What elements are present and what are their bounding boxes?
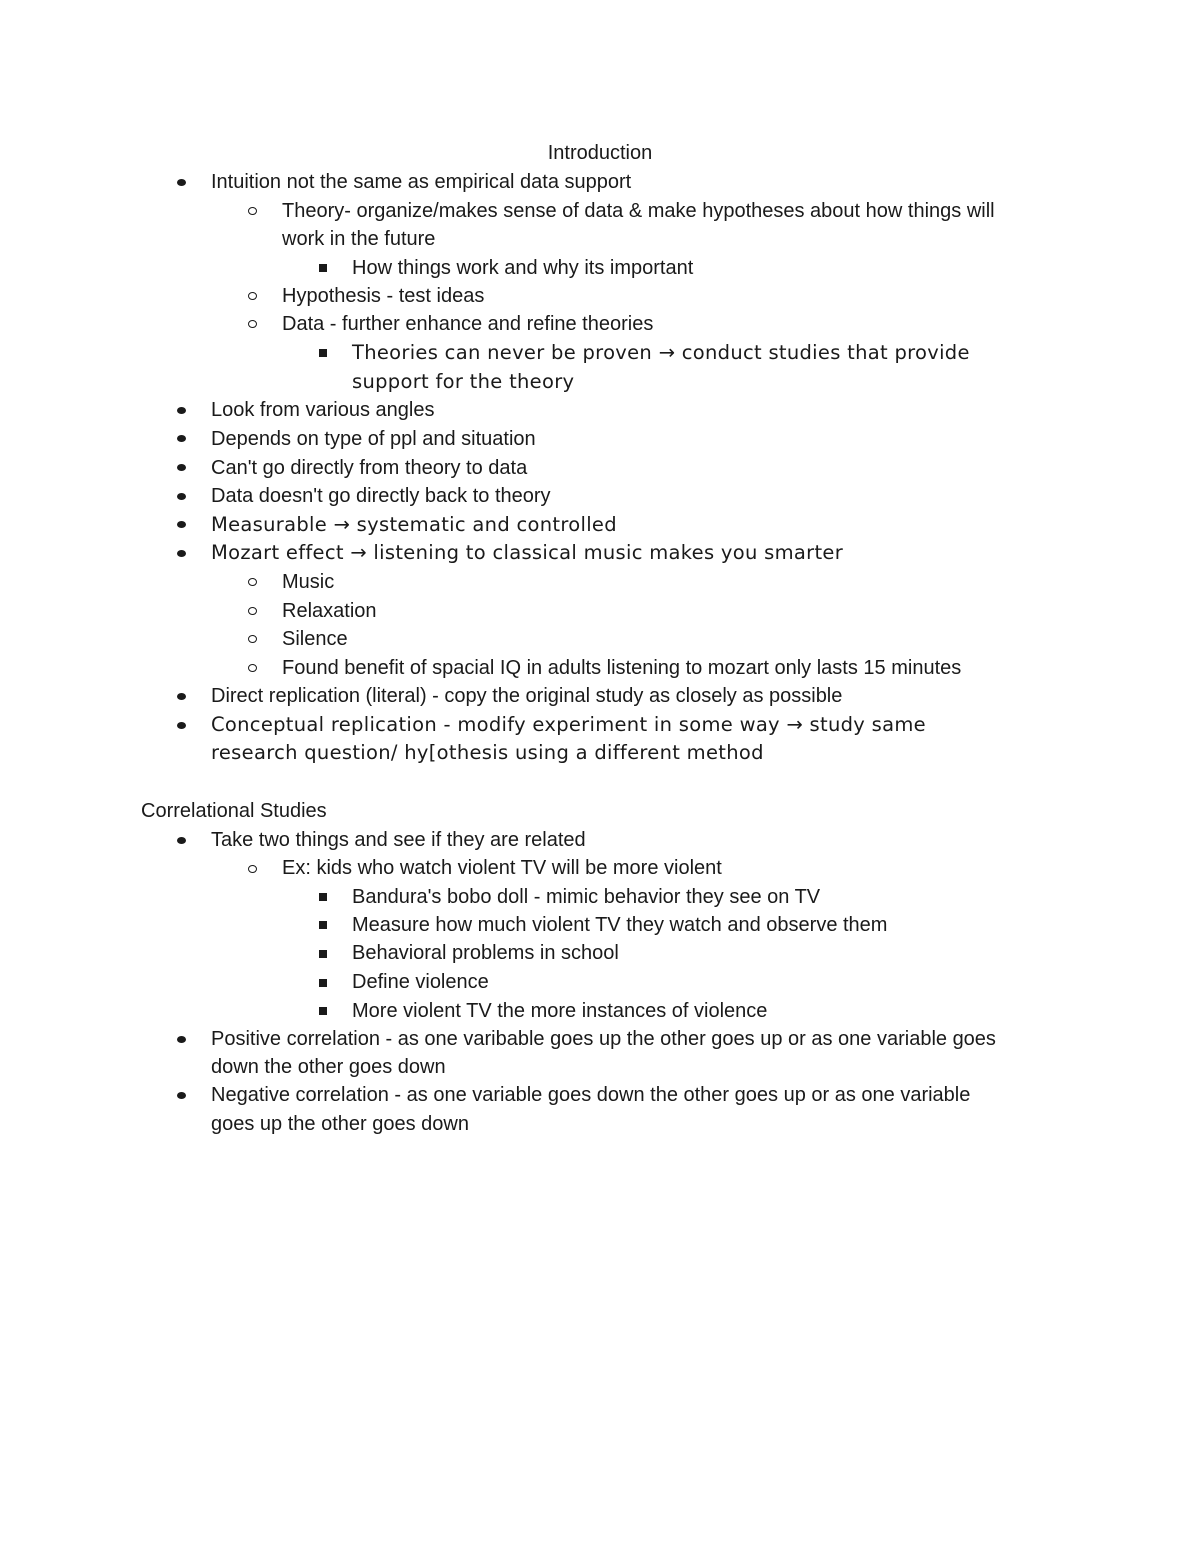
bullet-circle-icon [248,207,257,215]
list-item: Define violence [352,971,489,993]
list-item: More violent TV the more instances of violence [352,1000,768,1022]
list-item: Behavioral problems in school [352,942,619,964]
list-item: How things work and why its important [352,257,694,279]
bullet-disc-icon [177,1092,186,1099]
list-item: Data - further enhance and refine theories [282,313,654,335]
list-item: Positive correlation - as one varibable goes up the other goes up or as one variable goes [211,1028,996,1050]
list-item: Measure how much violent TV they watch and observe them [352,914,888,936]
bullet-disc-icon [177,464,186,471]
bullet-disc-icon [177,493,186,500]
section-title-correlational: Correlational Studies [141,800,327,822]
list-item: Can't go directly from theory to data [211,457,528,479]
list-item: Theory- organize/makes sense of data & make hypotheses about how things will [282,200,995,222]
bullet-disc-icon [177,1036,186,1043]
bullet-disc-icon [177,837,186,844]
bullet-square-icon [319,979,327,987]
list-item: Negative correlation - as one variable goes down the other goes up or as one variable [211,1084,971,1106]
list-item: Found benefit of spacial IQ in adults listening to mozart only lasts 15 minutes [282,657,962,679]
bullet-circle-icon [248,320,257,328]
bullet-circle-icon [248,607,257,615]
bullet-square-icon [319,893,327,901]
list-item: Theories can never be proven → conduct studies that provide [352,341,970,364]
list-item: Conceptual replication - modify experiment in some way → study same [211,713,926,736]
list-item: Bandura's bobo doll - mimic behavior they see on TV [352,886,821,908]
bullet-disc-icon [177,722,186,729]
list-item-continuation: down the other goes down [211,1056,446,1078]
list-item: Data doesn't go directly back to theory [211,485,551,507]
bullet-square-icon [319,349,327,357]
bullet-circle-icon [248,578,257,586]
list-item: Music [282,571,335,593]
list-item: Hypothesis - test ideas [282,285,485,307]
list-item-continuation: research question/ hy[othesis using a different method [211,741,764,764]
list-item: Intuition not the same as empirical data support [211,171,632,193]
list-item: Mozart effect → listening to classical music makes you smarter [211,541,844,564]
list-item: Look from various angles [211,399,435,421]
bullet-disc-icon [177,435,186,442]
bullet-disc-icon [177,521,186,528]
list-item: Measurable → systematic and controlled [211,513,617,536]
bullet-square-icon [319,1007,327,1015]
bullet-circle-icon [248,635,257,643]
bullet-circle-icon [248,865,257,873]
list-item: Ex: kids who watch violent TV will be more violent [282,857,722,879]
list-item-continuation: goes up the other goes down [211,1113,469,1135]
bullet-circle-icon [248,292,257,300]
list-item: Silence [282,628,348,650]
bullet-disc-icon [177,407,186,414]
list-item: Relaxation [282,600,377,622]
list-item-continuation: work in the future [282,228,436,250]
bullet-square-icon [319,950,327,958]
bullet-square-icon [319,264,327,272]
bullet-square-icon [319,921,327,929]
bullet-disc-icon [177,550,186,557]
bullet-disc-icon [177,693,186,700]
bullet-circle-icon [248,664,257,672]
section-title-introduction: Introduction [547,142,653,164]
list-item-continuation: support for the theory [352,370,575,393]
list-item: Take two things and see if they are related [211,829,586,851]
list-item: Direct replication (literal) - copy the original study as closely as possible [211,685,843,707]
bullet-disc-icon [177,179,186,186]
list-item: Depends on type of ppl and situation [211,428,536,450]
